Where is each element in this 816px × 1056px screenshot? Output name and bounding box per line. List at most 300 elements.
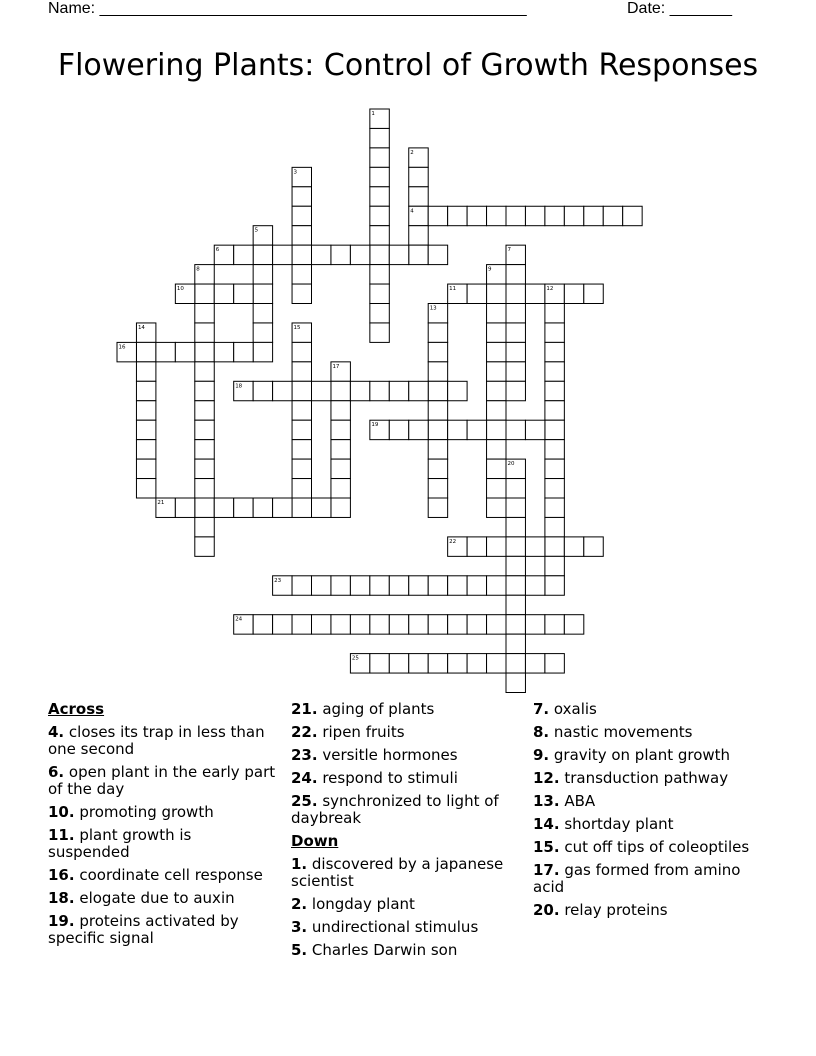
grid-cell[interactable]: [428, 498, 447, 517]
clue-number: 4.: [48, 723, 65, 741]
grid-cell[interactable]: [428, 245, 447, 264]
clue-column-3: [533, 701, 765, 925]
grid-cell[interactable]: [409, 381, 428, 400]
grid-cell[interactable]: [195, 459, 214, 478]
clue-number: 7.: [533, 700, 550, 718]
grid-cell[interactable]: [467, 537, 486, 556]
grid-cell[interactable]: [370, 167, 389, 186]
grid-cell[interactable]: [292, 284, 311, 303]
grid-cell[interactable]: [312, 615, 331, 634]
grid-cell[interactable]: [331, 381, 350, 400]
grid-cell[interactable]: [234, 284, 253, 303]
clue-text: proteins activated by specific signal: [48, 912, 239, 947]
grid-cell[interactable]: [506, 342, 525, 361]
clue-item: [533, 902, 765, 919]
grid-cell[interactable]: [545, 654, 564, 673]
clue-number: 1.: [291, 855, 308, 873]
grid-cell[interactable]: [487, 479, 506, 498]
grid-cell[interactable]: [545, 479, 564, 498]
clue-number: 20.: [533, 901, 560, 919]
clue-number: 16.: [48, 866, 75, 884]
grid-cell[interactable]: [506, 654, 525, 673]
grid-cell[interactable]: [292, 362, 311, 381]
grid-cell[interactable]: [487, 342, 506, 361]
grid-cell[interactable]: [253, 615, 272, 634]
clue-text: ripen fruits: [317, 723, 405, 741]
grid-cell[interactable]: [506, 556, 525, 575]
clue-number: 11.: [48, 826, 75, 844]
grid-cell[interactable]: [545, 537, 564, 556]
grid-cell[interactable]: [487, 615, 506, 634]
clue-item: [291, 942, 519, 959]
grid-cell[interactable]: [487, 381, 506, 400]
grid-cell[interactable]: [273, 498, 292, 517]
grid-cell[interactable]: [467, 654, 486, 673]
grid-cell[interactable]: [506, 323, 525, 342]
grid-cell[interactable]: [370, 245, 389, 264]
grid-cell[interactable]: [195, 479, 214, 498]
grid-cell[interactable]: [506, 284, 525, 303]
grid-cell[interactable]: [331, 401, 350, 420]
grid-cell[interactable]: [195, 401, 214, 420]
date-line: _______: [669, 0, 732, 17]
grid-cell[interactable]: [312, 576, 331, 595]
grid-cell[interactable]: [506, 634, 525, 653]
clue-item: [533, 816, 765, 833]
clue-text: transduction pathway: [559, 769, 729, 787]
grid-cell[interactable]: [350, 576, 369, 595]
grid-cell[interactable]: [584, 206, 603, 225]
grid-cell[interactable]: [487, 401, 506, 420]
clue-number-label: 7: [507, 247, 511, 254]
clue-text: plant growth is suspended: [48, 826, 192, 861]
grid-cell[interactable]: [487, 576, 506, 595]
grid-cell[interactable]: [448, 615, 467, 634]
grid-cell[interactable]: [292, 226, 311, 245]
grid-cell[interactable]: [214, 284, 233, 303]
grid-cell[interactable]: [487, 323, 506, 342]
clue-item: [291, 701, 519, 718]
grid-cell[interactable]: [487, 284, 506, 303]
grid-cell[interactable]: [273, 615, 292, 634]
grid-cell[interactable]: [312, 245, 331, 264]
grid-cell[interactable]: [331, 440, 350, 459]
clue-number-label: 8: [196, 266, 200, 273]
grid-cell[interactable]: [506, 265, 525, 284]
across-clue-list: [48, 724, 276, 947]
grid-cell[interactable]: [195, 362, 214, 381]
grid-cell[interactable]: [175, 342, 194, 361]
grid-cell[interactable]: [428, 479, 447, 498]
grid-cell[interactable]: [195, 420, 214, 439]
grid-cell[interactable]: [545, 576, 564, 595]
grid-cell[interactable]: [564, 206, 583, 225]
grid-cell[interactable]: [545, 459, 564, 478]
down-heading: Down: [291, 832, 339, 850]
grid-cell[interactable]: [136, 362, 155, 381]
grid-cell[interactable]: [331, 420, 350, 439]
clue-number-label: 22: [449, 538, 457, 545]
grid-cell[interactable]: [370, 654, 389, 673]
grid-cell[interactable]: [312, 381, 331, 400]
grid-cell[interactable]: [564, 537, 583, 556]
grid-cell[interactable]: [292, 420, 311, 439]
grid-cell[interactable]: [487, 440, 506, 459]
grid-cell[interactable]: [292, 206, 311, 225]
date-label: Date:: [627, 0, 666, 17]
grid-cell[interactable]: [428, 420, 447, 439]
grid-cell[interactable]: [545, 556, 564, 575]
clue-text: longday plant: [307, 895, 415, 913]
grid-cell[interactable]: [214, 498, 233, 517]
grid-cell[interactable]: [253, 342, 272, 361]
clue-text: cut off tips of coleoptiles: [559, 838, 750, 856]
grid-cell[interactable]: [292, 615, 311, 634]
grid-cell[interactable]: [370, 323, 389, 342]
clue-column-2: [291, 701, 519, 965]
clue-text: undirectional stimulus: [307, 918, 479, 936]
grid-cell[interactable]: [467, 576, 486, 595]
grid-cell[interactable]: [428, 440, 447, 459]
clue-number-label: 23: [274, 577, 282, 584]
clue-text: shortday plant: [559, 815, 674, 833]
clue-text: respond to stimuli: [317, 769, 458, 787]
grid-cell[interactable]: [506, 615, 525, 634]
grid-cell[interactable]: [292, 342, 311, 361]
grid-cell[interactable]: [370, 265, 389, 284]
grid-cell[interactable]: [467, 420, 486, 439]
grid-cell[interactable]: [525, 537, 544, 556]
clue-number-label: 12: [546, 286, 554, 293]
name-line: ________________________________________________: [99, 0, 527, 17]
clue-number-label: 13: [429, 305, 437, 312]
grid-cell[interactable]: [253, 304, 272, 323]
grid-cell[interactable]: [370, 187, 389, 206]
grid-cell[interactable]: [428, 381, 447, 400]
grid-cell[interactable]: [487, 206, 506, 225]
clue-item: [48, 890, 276, 907]
grid-cell[interactable]: [136, 381, 155, 400]
grid-cell[interactable]: [234, 245, 253, 264]
grid-cell[interactable]: [253, 265, 272, 284]
grid-cell[interactable]: [292, 381, 311, 400]
grid-cell[interactable]: [584, 537, 603, 556]
grid-cell[interactable]: [312, 498, 331, 517]
down-clue-list: [291, 856, 519, 959]
clue-number-label: 2: [410, 149, 414, 156]
clue-number: 5.: [291, 941, 308, 959]
grid-cell[interactable]: [506, 537, 525, 556]
grid-cell[interactable]: [195, 498, 214, 517]
clue-text: relay proteins: [559, 901, 668, 919]
grid-cell[interactable]: [195, 284, 214, 303]
clue-number: 21.: [291, 700, 318, 718]
grid-cell[interactable]: [448, 206, 467, 225]
grid-cell[interactable]: [253, 498, 272, 517]
clue-number: 23.: [291, 746, 318, 764]
clue-item: [533, 839, 765, 856]
clue-text: nastic movements: [549, 723, 693, 741]
grid-cell[interactable]: [448, 654, 467, 673]
clue-number-label: 18: [235, 383, 243, 390]
grid-cell[interactable]: [389, 420, 408, 439]
grid-cell[interactable]: [292, 440, 311, 459]
grid-cell[interactable]: [467, 615, 486, 634]
grid-cell[interactable]: [195, 440, 214, 459]
grid-cell[interactable]: [525, 615, 544, 634]
grid-cell[interactable]: [234, 342, 253, 361]
grid-cell[interactable]: [292, 459, 311, 478]
grid-cell[interactable]: [370, 381, 389, 400]
grid-cell[interactable]: [487, 420, 506, 439]
grid-cell[interactable]: [428, 206, 447, 225]
grid-cell[interactable]: [409, 245, 428, 264]
grid-cell[interactable]: [545, 362, 564, 381]
clue-text: aging of plants: [317, 700, 435, 718]
grid-cell[interactable]: [370, 284, 389, 303]
grid-cell[interactable]: [195, 323, 214, 342]
clue-number: 2.: [291, 895, 308, 913]
clue-column-1: [48, 701, 276, 953]
clue-number: 8.: [533, 723, 550, 741]
grid-cell[interactable]: [331, 615, 350, 634]
clue-number-label: 10: [176, 286, 184, 293]
grid-cell[interactable]: [584, 284, 603, 303]
grid-cell[interactable]: [506, 673, 525, 692]
grid-cell[interactable]: [545, 401, 564, 420]
grid-cell[interactable]: [331, 576, 350, 595]
grid-cell[interactable]: [331, 459, 350, 478]
clue-number-label: 11: [449, 286, 457, 293]
grid-cell[interactable]: [428, 362, 447, 381]
grid-cell[interactable]: [487, 459, 506, 478]
clue-text: closes its trap in less than one second: [48, 723, 265, 758]
grid-cell[interactable]: [292, 265, 311, 284]
grid-cell[interactable]: [603, 206, 622, 225]
clue-item: [48, 804, 276, 821]
across-clue-list-continued: [291, 701, 519, 827]
clue-number-label: 15: [293, 324, 301, 331]
grid-cell[interactable]: [448, 576, 467, 595]
grid-cell[interactable]: [370, 148, 389, 167]
grid-cell[interactable]: [370, 206, 389, 225]
grid-cell[interactable]: [292, 576, 311, 595]
grid-cell[interactable]: [273, 381, 292, 400]
grid-cell[interactable]: [487, 654, 506, 673]
grid-cell[interactable]: [370, 615, 389, 634]
clue-number: 13.: [533, 792, 560, 810]
grid-cell[interactable]: [506, 206, 525, 225]
grid-cell[interactable]: [253, 323, 272, 342]
grid-cell[interactable]: [428, 654, 447, 673]
grid-cell[interactable]: [467, 284, 486, 303]
grid-cell[interactable]: [273, 245, 292, 264]
grid-cell[interactable]: [409, 420, 428, 439]
grid-cell[interactable]: [389, 576, 408, 595]
grid-cell[interactable]: [409, 615, 428, 634]
grid-cell[interactable]: [195, 304, 214, 323]
grid-cell[interactable]: [292, 187, 311, 206]
grid-cell[interactable]: [253, 245, 272, 264]
grid-cell[interactable]: [525, 206, 544, 225]
grid-cell[interactable]: [136, 459, 155, 478]
grid-cell[interactable]: [623, 206, 642, 225]
grid-cell[interactable]: [409, 654, 428, 673]
clue-number: 19.: [48, 912, 75, 930]
grid-cell[interactable]: [195, 537, 214, 556]
grid-cell[interactable]: [564, 284, 583, 303]
grid-cell[interactable]: [136, 440, 155, 459]
clue-text: ABA: [559, 792, 596, 810]
clue-number: 10.: [48, 803, 75, 821]
clue-number-label: 24: [235, 616, 243, 623]
grid-cell[interactable]: [428, 323, 447, 342]
grid-cell[interactable]: [487, 537, 506, 556]
grid-cell[interactable]: [506, 498, 525, 517]
grid-cell[interactable]: [428, 576, 447, 595]
grid-cell[interactable]: [428, 342, 447, 361]
grid-cell[interactable]: [545, 304, 564, 323]
clue-item: [291, 896, 519, 913]
grid-cell[interactable]: [234, 498, 253, 517]
grid-cell[interactable]: [545, 342, 564, 361]
grid-cell[interactable]: [370, 226, 389, 245]
clue-number: 6.: [48, 763, 65, 781]
grid-cell[interactable]: [195, 381, 214, 400]
grid-cell[interactable]: [175, 498, 194, 517]
grid-cell[interactable]: [156, 342, 175, 361]
grid-cell[interactable]: [545, 381, 564, 400]
clue-text: Charles Darwin son: [307, 941, 458, 959]
grid-cell[interactable]: [389, 245, 408, 264]
clue-item: [533, 724, 765, 741]
clue-number: 12.: [533, 769, 560, 787]
grid-cell[interactable]: [292, 245, 311, 264]
grid-cell[interactable]: [409, 167, 428, 186]
grid-cell[interactable]: [506, 420, 525, 439]
clue-text: elogate due to auxin: [74, 889, 235, 907]
grid-cell[interactable]: [487, 362, 506, 381]
grid-cell[interactable]: [350, 245, 369, 264]
clue-item: [533, 862, 765, 896]
clue-item: [48, 867, 276, 884]
grid-cell[interactable]: [506, 595, 525, 614]
clue-number: 25.: [291, 792, 318, 810]
grid-cell[interactable]: [214, 342, 233, 361]
grid-cell[interactable]: [409, 226, 428, 245]
grid-cell[interactable]: [525, 284, 544, 303]
grid-cell[interactable]: [331, 245, 350, 264]
grid-cell[interactable]: [525, 420, 544, 439]
page-title: Flowering Plants: Control of Growth Responses: [57, 48, 759, 83]
grid-cell[interactable]: [545, 615, 564, 634]
clue-number: 14.: [533, 815, 560, 833]
grid-cell[interactable]: [545, 323, 564, 342]
grid-cell[interactable]: [253, 284, 272, 303]
grid-cell[interactable]: [389, 615, 408, 634]
clue-item: [291, 747, 519, 764]
clue-text: versitle hormones: [317, 746, 458, 764]
grid-cell[interactable]: [545, 517, 564, 536]
grid-cell[interactable]: [136, 420, 155, 439]
grid-cell[interactable]: [195, 517, 214, 536]
grid-cell[interactable]: [350, 381, 369, 400]
clue-number-label: 1: [371, 111, 375, 117]
grid-cell[interactable]: [292, 479, 311, 498]
grid-cell[interactable]: [545, 498, 564, 517]
grid-cell[interactable]: [389, 381, 408, 400]
grid-cell[interactable]: [136, 401, 155, 420]
grid-cell[interactable]: [506, 304, 525, 323]
clue-number: 3.: [291, 918, 308, 936]
grid-cell[interactable]: [195, 342, 214, 361]
across-heading: Across: [48, 700, 105, 718]
grid-cell[interactable]: [467, 206, 486, 225]
grid-cell[interactable]: [448, 420, 467, 439]
grid-cell[interactable]: [331, 498, 350, 517]
grid-cell[interactable]: [506, 517, 525, 536]
grid-cell[interactable]: [545, 206, 564, 225]
grid-cell[interactable]: [370, 304, 389, 323]
clue-text: coordinate cell response: [74, 866, 263, 884]
grid-cell[interactable]: [331, 479, 350, 498]
grid-cell[interactable]: [506, 381, 525, 400]
grid-cell[interactable]: [370, 128, 389, 147]
grid-cell[interactable]: [253, 381, 272, 400]
grid-cell[interactable]: [564, 615, 583, 634]
grid-cell[interactable]: [487, 498, 506, 517]
grid-cell[interactable]: [525, 576, 544, 595]
clue-text: promoting growth: [74, 803, 214, 821]
grid-cell[interactable]: [136, 342, 155, 361]
clue-item: [291, 770, 519, 787]
grid-cell[interactable]: [506, 362, 525, 381]
clue-number-label: 5: [254, 227, 259, 234]
grid-cell[interactable]: [292, 498, 311, 517]
grid-cell[interactable]: [409, 187, 428, 206]
grid-cell[interactable]: [428, 459, 447, 478]
clue-number: 22.: [291, 723, 318, 741]
clue-text: open plant in the early part of the day: [48, 763, 276, 798]
grid-cell[interactable]: [428, 615, 447, 634]
grid-cell[interactable]: [545, 440, 564, 459]
clue-item: [48, 827, 276, 861]
clue-text: synchronized to light of daybreak: [291, 792, 499, 827]
grid-cell[interactable]: [350, 615, 369, 634]
grid-cell[interactable]: [136, 479, 155, 498]
clue-item: [48, 724, 276, 758]
clue-number: 18.: [48, 889, 75, 907]
grid-cell[interactable]: [428, 401, 447, 420]
clue-number-label: 6: [215, 247, 220, 254]
grid-cell[interactable]: [487, 304, 506, 323]
grid-cell[interactable]: [506, 576, 525, 595]
grid-cell[interactable]: [545, 420, 564, 439]
grid-cell[interactable]: [409, 576, 428, 595]
clue-number-label: 17: [332, 363, 340, 370]
grid-cell[interactable]: [525, 654, 544, 673]
clue-number-label: 3: [293, 169, 298, 176]
grid-cell[interactable]: [389, 654, 408, 673]
grid-cell[interactable]: [292, 401, 311, 420]
grid-cell[interactable]: [370, 576, 389, 595]
clue-number: 24.: [291, 769, 318, 787]
clue-text: gravity on plant growth: [549, 746, 731, 764]
grid-cell[interactable]: [448, 381, 467, 400]
clue-item: [48, 764, 276, 798]
name-label: Name:: [48, 0, 96, 17]
grid-cell[interactable]: [506, 479, 525, 498]
